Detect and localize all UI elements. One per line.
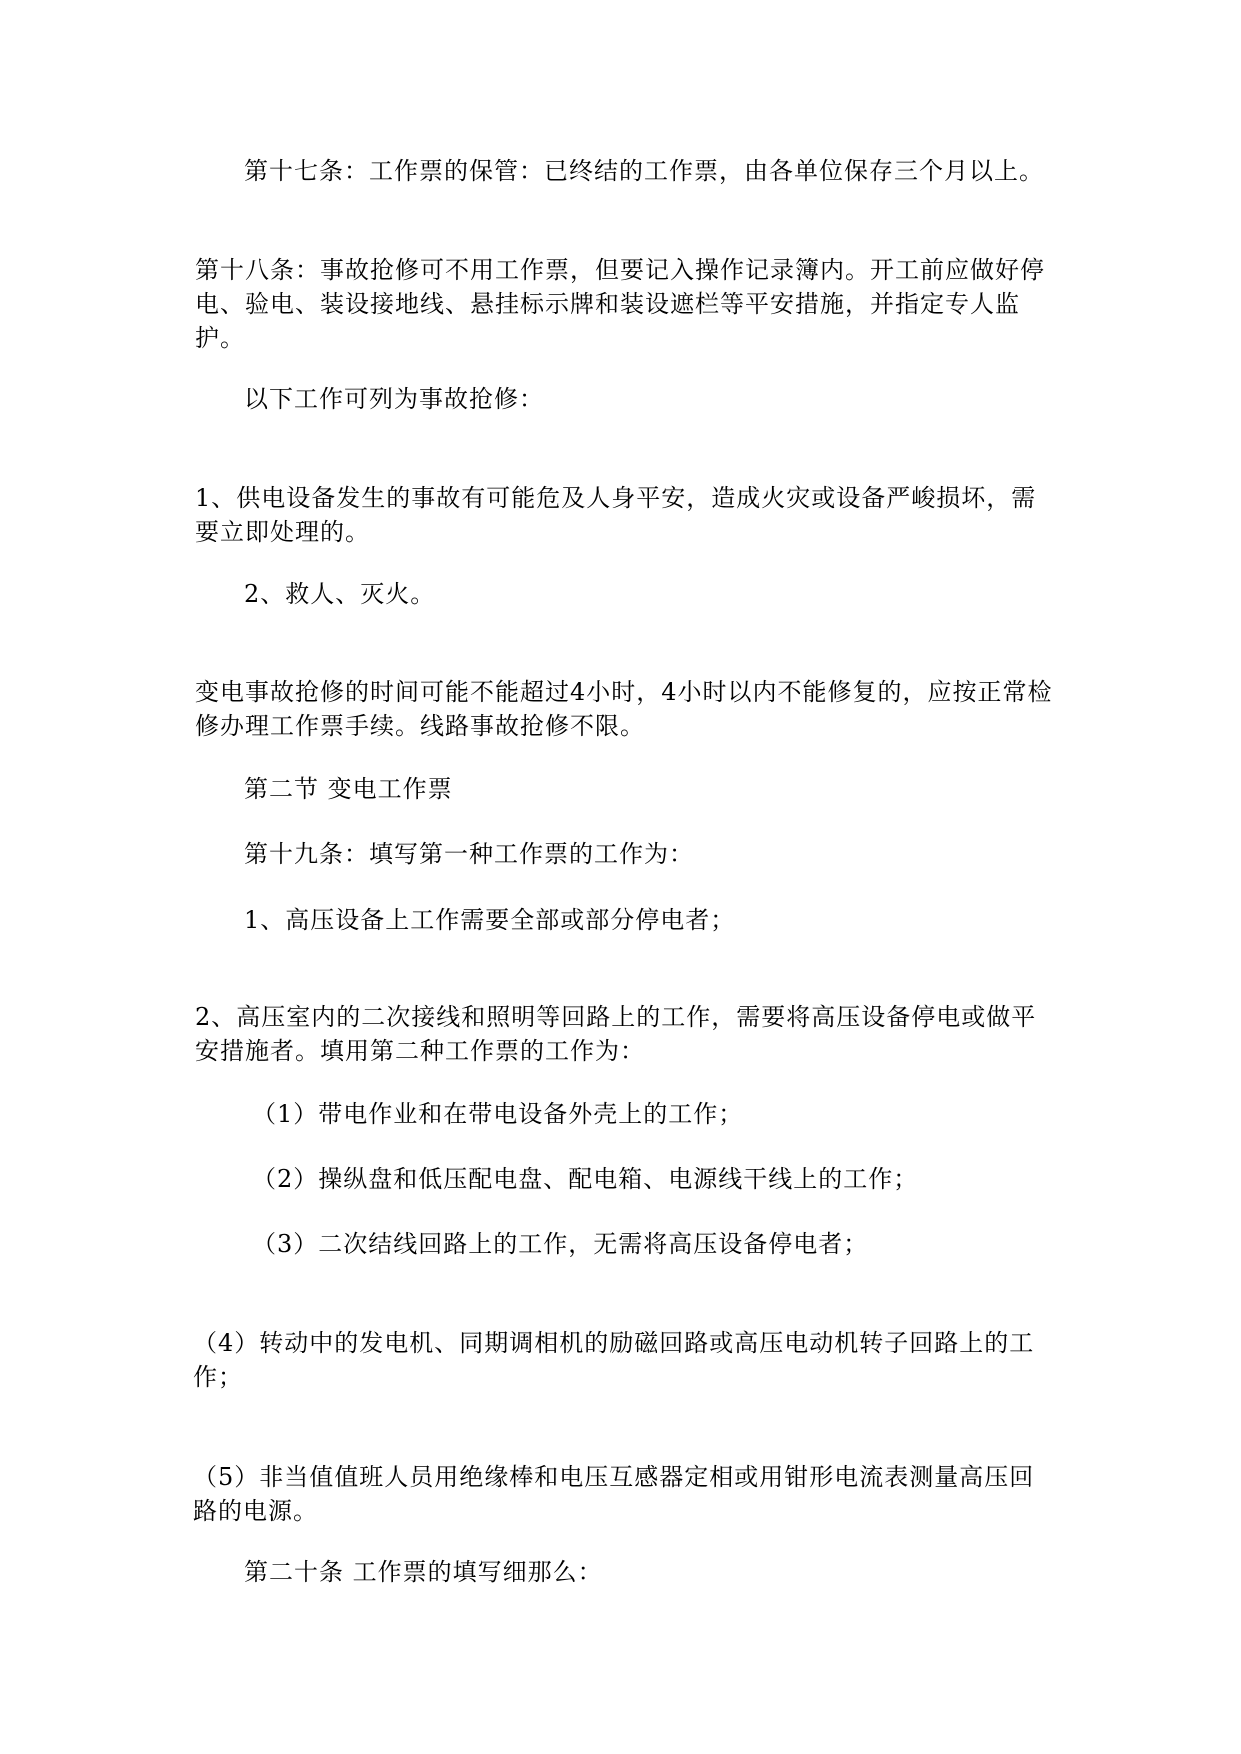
paragraph-article-18: 第十八条：事故抢修可不用工作票，但要记入操作记录簿内。开工前应做好停电、验电、装设接地线、悬挂标示牌和装设遮栏等平安措施，并指定专人监护。: [195, 256, 1045, 352]
paragraph-article-20: 第二十条 工作票的填写细那么：: [244, 1558, 603, 1586]
paragraph-second-ticket-item-1: （1）带电作业和在带电设备外壳上的工作；: [252, 1100, 744, 1128]
paragraph-repair-time-limit: 变电事故抢修的时间可能不能超过4小时，4小时以内不能修复的，应按正常检修办理工作票手续。线路事故抢修不限。: [195, 678, 1053, 740]
paragraph-second-ticket-item-2: （2）操纵盘和低压配电盘、配电箱、电源线干线上的工作；: [252, 1165, 919, 1193]
paragraph-article-19: 第十九条：填写第一种工作票的工作为：: [244, 840, 694, 868]
paragraph-second-ticket-item-3: （3）二次结线回路上的工作，无需将高压设备停电者；: [252, 1230, 869, 1258]
paragraph-emergency-repair-intro: 以下工作可列为事故抢修：: [244, 385, 544, 413]
paragraph-emergency-item-1: 1、供电设备发生的事故有可能危及人身平安，造成火灾或设备严峻损坏，需要立即处理的。: [195, 484, 1037, 546]
section-heading-substation-work-ticket: 第二节 变电工作票: [244, 775, 453, 803]
paragraph-article-17: 第十七条：工作票的保管：已终结的工作票，由各单位保存三个月以上。: [244, 157, 1044, 185]
paragraph-first-ticket-item-2: 2、高压室内的二次接线和照明等回路上的工作，需要将高压设备停电或做平安措施者。填用第二种工作票的工作为：: [195, 1003, 1037, 1065]
paragraph-second-ticket-item-4: （4）转动中的发电机、同期调相机的励磁回路或高压电动机转子回路上的工作；: [193, 1329, 1035, 1391]
paragraph-first-ticket-item-1: 1、高压设备上工作需要全部或部分停电者；: [244, 906, 736, 934]
paragraph-second-ticket-item-5: （5）非当值值班人员用绝缘棒和电压互感器定相或用钳形电流表测量高压回路的电源。: [193, 1463, 1035, 1525]
paragraph-emergency-item-2: 2、救人、灭火。: [244, 580, 436, 608]
